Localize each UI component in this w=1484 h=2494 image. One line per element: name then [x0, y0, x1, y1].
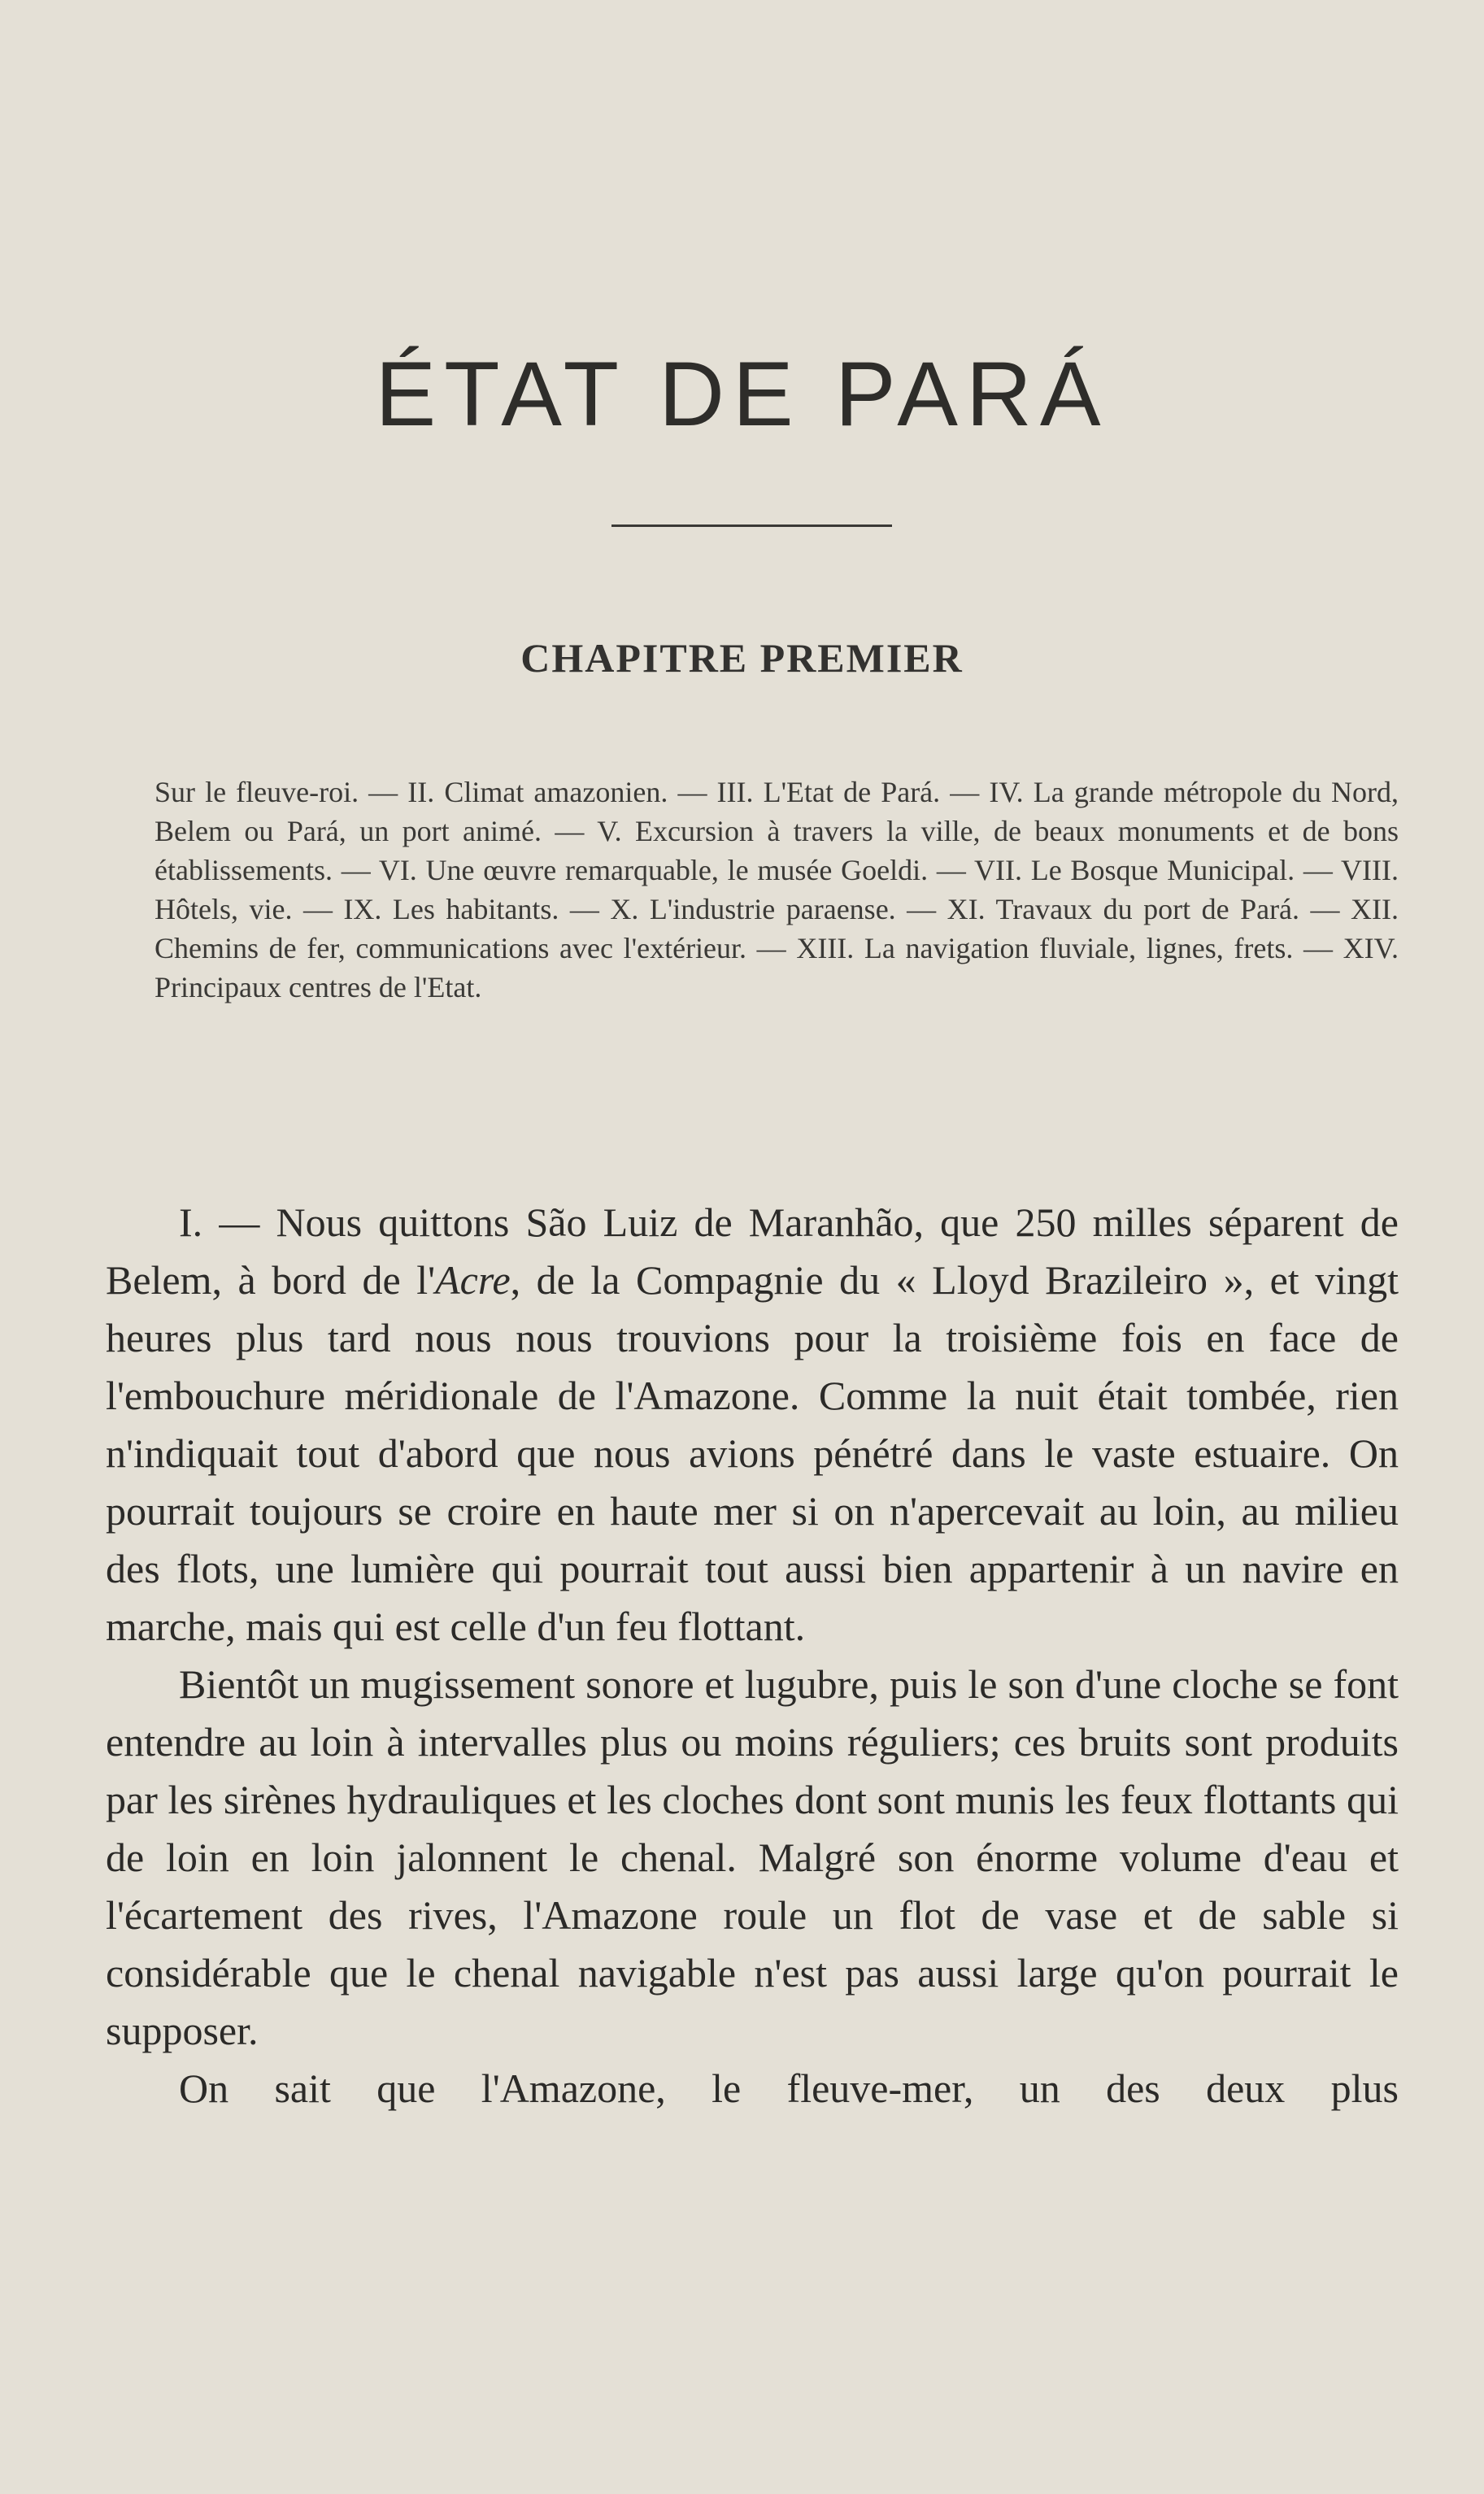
title-divider: [611, 524, 892, 527]
ship-name: Acre: [435, 1257, 511, 1303]
paragraph-1: [106, 1194, 1399, 1656]
chapter-heading: CHAPITRE PREMIER: [520, 635, 964, 681]
paragraph-3: On sait que l'Amazone, le fleuve-mer, un des deux plus: [179, 2065, 1399, 2111]
paragraph-2: Bientôt un mugissement sonore et lugubre, puis le son d'une cloche se font entendre au loin à intervalles plus ou moins réguliers; ces bruits sont produits par les sirènes hydrauliques et les cloches dont sont munis les feux flottants qui de loin en loin jalonnent le chenal. Malgré son énorme volume d'eau et l'écartement des rives, l'Amazone roule un flot de vase et de sable si considérable que le chenal navigable n'est pas aussi large qu'on pourrait le supposer.: [106, 1661, 1399, 2053]
paragraph-1-end: , de la Compagnie du « Lloyd Brazileiro », et vingt heures plus tard nous nous trouvions pour la troisième fois en face de l'embouchure méridionale de l'Amazone. Comme la nuit était tombée, rien n'indiquait tout d'abord que nous avions pénétré dans le vaste estuaire. On pourrait toujours se croire en haute mer si on n'apercevait au loin, au milieu des flots, une lumière qui pourrait tout aussi bien appartenir à un navire en marche, mais qui est celle d'un feu flottant.: [106, 1257, 1399, 1649]
paragraph-1-start: I. — Nous quittons São Luiz de Maranhão, que 250 milles séparent de Belem, à bord de l': [106, 1199, 1399, 1303]
chapter-summary: Sur le fleuve-roi. — II. Climat amazonien. — III. L'Etat de Pará. — IV. La grande métropole du Nord, Belem ou Pará, un port animé. — V. Excursion à travers la ville, de beaux monuments et de bons établissements. — VI. Une œuvre remarquable, le musée Goeldi. — VII. Le Bosque Municipal. — VIII. Hôtels, vie. — IX. Les habitants. — X. L'industrie paraense. — XI. Travaux du port de Pará. — XII. Chemins de fer, communications avec l'extérieur. — XIII. La navigation fluviale, lignes, frets. — XIV. Principaux centres de l'Etat.: [154, 776, 1399, 1003]
body-text: [106, 1194, 1399, 2118]
page-title: ÉTAT DE PARÁ: [375, 343, 1109, 445]
